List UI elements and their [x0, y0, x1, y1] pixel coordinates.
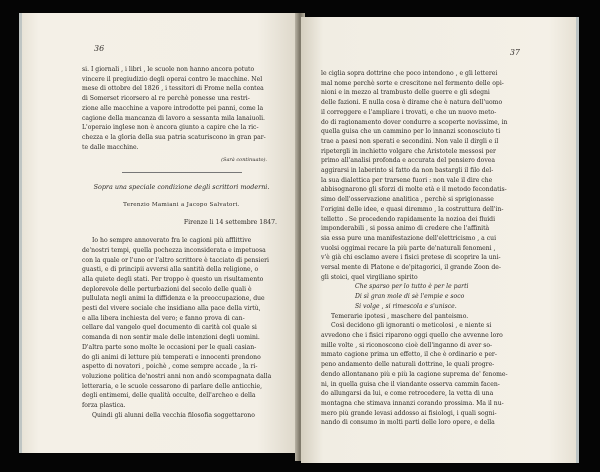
text-line: nioni e in mezzo al trambusto delle guerre e gli sdegni [321, 89, 490, 97]
section-divider [122, 172, 242, 173]
verse-line: Si volge , si rimescola e s'unisce. [355, 302, 457, 310]
page-number-right: 37 [509, 48, 520, 57]
text-line: versal mente di Platone e de'pitagorici, il grande Zoon de- [321, 264, 501, 272]
text-line: delle fazioni. E nulla cosa è dirame che è natura dell'uomo [321, 99, 503, 107]
text-line: dendo allontanano più e più la cagione suprema de' fenome- [321, 370, 508, 378]
text-line: sia essa pure una manifestazione dell'elettricismo , a cui [321, 234, 497, 242]
text-line: Così decidono gli ignoranti o meticolosi , e niente si [331, 322, 492, 330]
text-line: ripetergli in inchietto volgare che Aristotele messosi per [321, 147, 496, 155]
text-line: comanda di non sentir male delle intenzioni degli uomini. [82, 334, 260, 342]
text-line: simo dell'osservazione analitica , perchè si sprigionasse [321, 196, 494, 204]
verse-line: Di sì gran mole di sè l'empie e soco [355, 293, 465, 301]
text-line: guasti, e di principii avversi alla santità della religione, o [82, 266, 259, 274]
page-number-left: 36 [94, 44, 105, 53]
text-line: abbisognarono gli sforzi di molte età e il metodo fecondatis- [321, 186, 507, 194]
text-line: telletto . Se procedendo rapidamente la nozioa dei fluidi [321, 215, 496, 223]
text-line: te dalle macchine. [82, 143, 139, 151]
text-line: chezza e la gloria della sua patria scaturiscono in gran par- [82, 133, 266, 141]
text-line: la sua dialettica per trarsene fuori : non vale il dire che [321, 176, 493, 184]
open-book [19, 13, 581, 463]
text-line: voluzione politica de'nostri anni non andò scompagnata dalla [82, 372, 272, 380]
text-line: do gli animi di letture più temperati e innocenti prendono [82, 353, 261, 361]
article-correspondents: Terenzio Mamiani a Jacopo Salvatori. [123, 201, 240, 208]
text-line: mese di ottobre del 1826 , i tessitori di Frome nella contea [82, 85, 264, 93]
right-page [301, 17, 579, 463]
text-line: peno andamento delle naturali dottrine, le quali progre- [321, 361, 495, 369]
text-line: L'operaio inglese non è ancora giunto a capire che la ric- [82, 124, 259, 132]
article-heading: Sopra una speciale condizione degli scrittori moderni. [93, 183, 270, 192]
text-line: e alla libera inchiesta del vero; e fanno prova di can- [82, 314, 245, 322]
text-line: de'nostri tempi, quella pochezza inconsiderata e impetuosa [82, 246, 266, 254]
text-line: primo all'analisi profonda e accurata del pensiero dovea [321, 157, 496, 165]
text-line: di Somerset ricorsero al re perchè ponesse una restri- [82, 95, 250, 103]
right-page-text [321, 69, 542, 428]
text-line: imponderabili , si possa animo di credere che l'affinità [321, 225, 490, 233]
text-line: deplorevole delle perturbazioni del secolo delle quali è [82, 285, 252, 293]
verse-line: Che sparso per lo tutto è per le parti [355, 283, 469, 291]
text-line: mmato cagione prima un effetto, il che è ordinario e per- [321, 351, 497, 359]
left-page [19, 13, 299, 453]
text-line: gli stoici, quel virgiliano spirito [321, 273, 418, 281]
text-line: mero più grande levasi addosso ai fisiologi, i quali sogni- [321, 409, 497, 417]
text-line: le ciglia sopra dottrine che poco intendono , e gli letterei [321, 70, 498, 77]
text-line: quella guisa che un cammino per lo innanzi sconosciuto ti [321, 128, 501, 136]
text-line: do allungarsi da lui, e come retrocedere, la vetta di una [321, 390, 494, 398]
text-line: zione alle macchine a vapore introdotte pei panni, come la [82, 104, 264, 112]
text-line: Io ho sempre annoverato fra le cagioni più afflittive [92, 237, 252, 245]
continued-note: (Sarà continuato). [221, 157, 267, 164]
text-line: con la quale or l'uno or l'altro scrittore è tacciato di pensieri [82, 256, 269, 264]
text-line: Quindi gli alunni della vecchia filosofia soggettarono [92, 411, 255, 419]
text-line: v'è già chi esclamo avere i fisici pretese di scoprire la uni- [321, 254, 501, 262]
text-line: nando di consumo in molti parti delle loro opere, e della [321, 419, 495, 427]
text-line: pullulata negli animi la diffidenza e la preoccupazione, due [82, 295, 265, 303]
text-line: cellare dal vangelo quel documento di carità col quale si [82, 324, 257, 332]
text-line: Temerarie ipotesi , maschere del panteismo. [331, 312, 469, 320]
text-line: pesti del vivere sociale che insidiano alla pace della virtù, [82, 305, 261, 313]
text-line: si. I giornali , i libri , le scuole non hanno ancora potuto [82, 66, 255, 73]
text-line: D'altra parte sono molte le occasioni per le quali casian- [82, 343, 257, 351]
text-line: il correggere e l'ampliare i trovati, e che un nuovo meto- [321, 108, 497, 116]
text-line: vuolsi oggimai recare la più parte de'naturali fenomeni , [321, 244, 496, 252]
text-line: forza plastica. [82, 402, 126, 410]
text-line: do di ragionamento dover condurre a scoperte novissime, in [321, 118, 508, 126]
text-line: montagna che stimava innanzi corando prossima. Ma il nu- [321, 399, 504, 407]
text-line: mille volte , si riconoscono cioè dell'inganno di aver so- [321, 341, 493, 349]
text-line: letteraria, e le scuole cessarono di parlare delle anticchie, [82, 382, 263, 390]
text-line: l'origini delle idee, e quasi diremmo , la costruttura dell'in- [321, 205, 504, 213]
text-line: vincere il pregiudizio degli operai contro le macchine. Nel [82, 75, 263, 83]
left-page-text [82, 65, 281, 421]
text-line: mal nome perchè sorte e crescitone nel fermento delle opi- [321, 79, 504, 87]
text-line: ni, in quella guisa che il viandante osserva cammin facen- [321, 380, 500, 388]
text-line: avvedono che i fisici riparono oggi quello che avvenne loro [321, 331, 503, 339]
text-line: degli entimemi, delle qualità occulte, dell'archeo e della [82, 392, 256, 400]
article-date: Firenze li 14 settembre 1847. [183, 219, 277, 227]
text-line: cagione della mancanza di lavoro a sessanta mila lanaiuoli. [82, 114, 265, 122]
text-line: aggirarsi in laberinto sì fatto da non bastargli il filo del- [321, 167, 494, 175]
text-line: alla quiete degli stati. Per troppo è questo un risultamento [82, 275, 264, 283]
text-line: aspetto di novatori , poichè , come sempre accade , la ri- [82, 363, 258, 371]
text-line: trae a paesi non sperati e secondini. Non vale il dirgli e il [321, 137, 499, 145]
